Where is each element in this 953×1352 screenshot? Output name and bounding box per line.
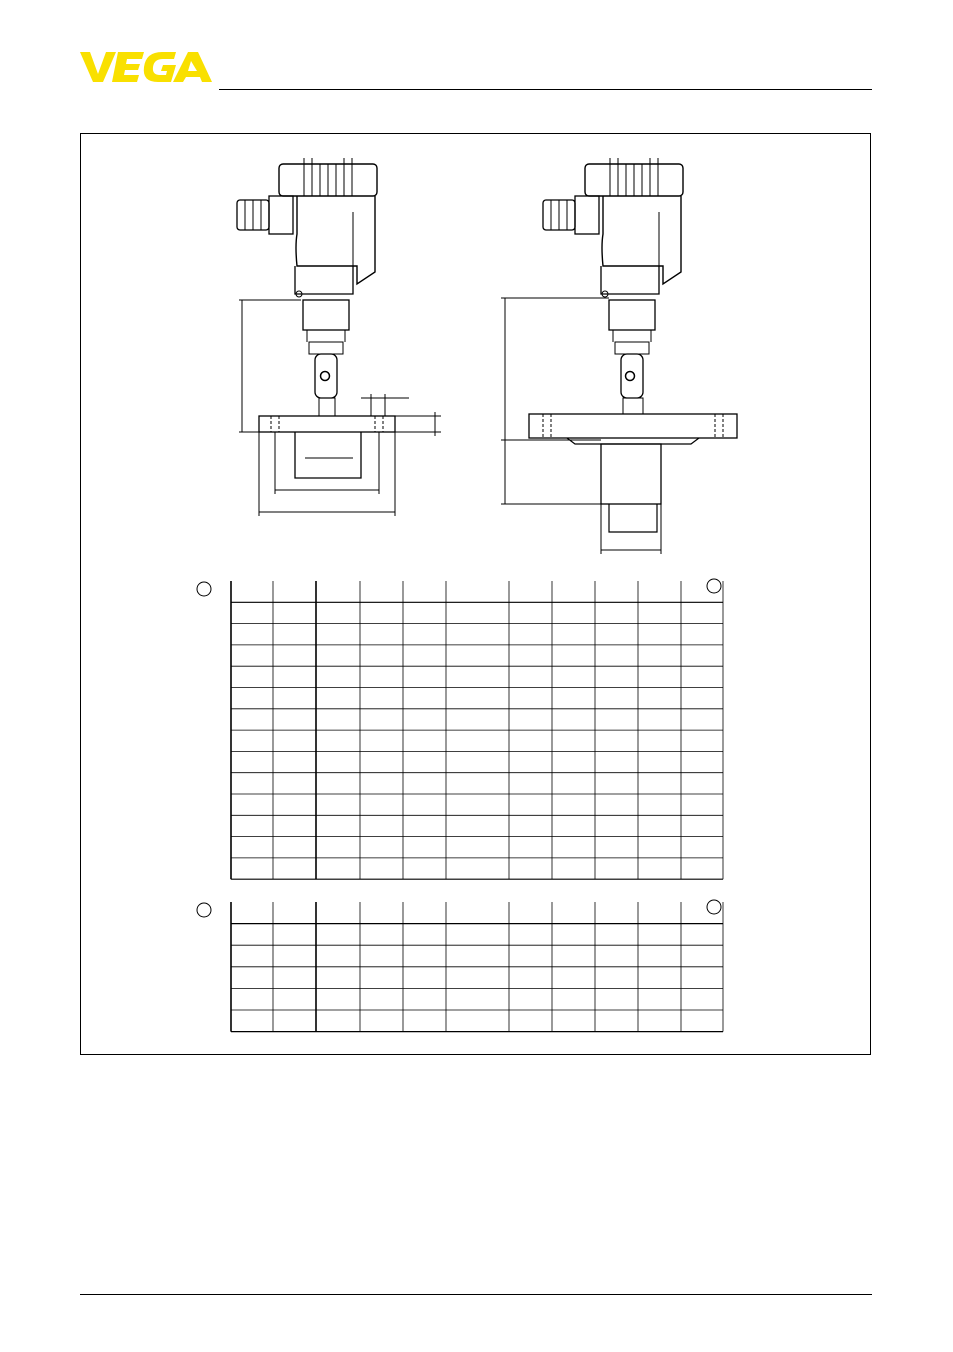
device-drawing-threaded-flange <box>237 158 441 516</box>
dimension-table-1 <box>197 579 723 879</box>
technical-drawing <box>81 134 872 1056</box>
callout-marker <box>197 582 211 596</box>
device-drawing-flange-extension <box>501 158 737 554</box>
dimension-table-2 <box>197 900 723 1032</box>
callout-marker <box>707 579 721 593</box>
footer-rule <box>80 1294 872 1295</box>
callout-marker <box>197 903 211 917</box>
header-rule <box>219 89 872 90</box>
drawing-frame <box>80 133 871 1055</box>
vega-logo <box>80 50 212 84</box>
callout-marker <box>707 900 721 914</box>
dimension-tables <box>197 579 723 1032</box>
